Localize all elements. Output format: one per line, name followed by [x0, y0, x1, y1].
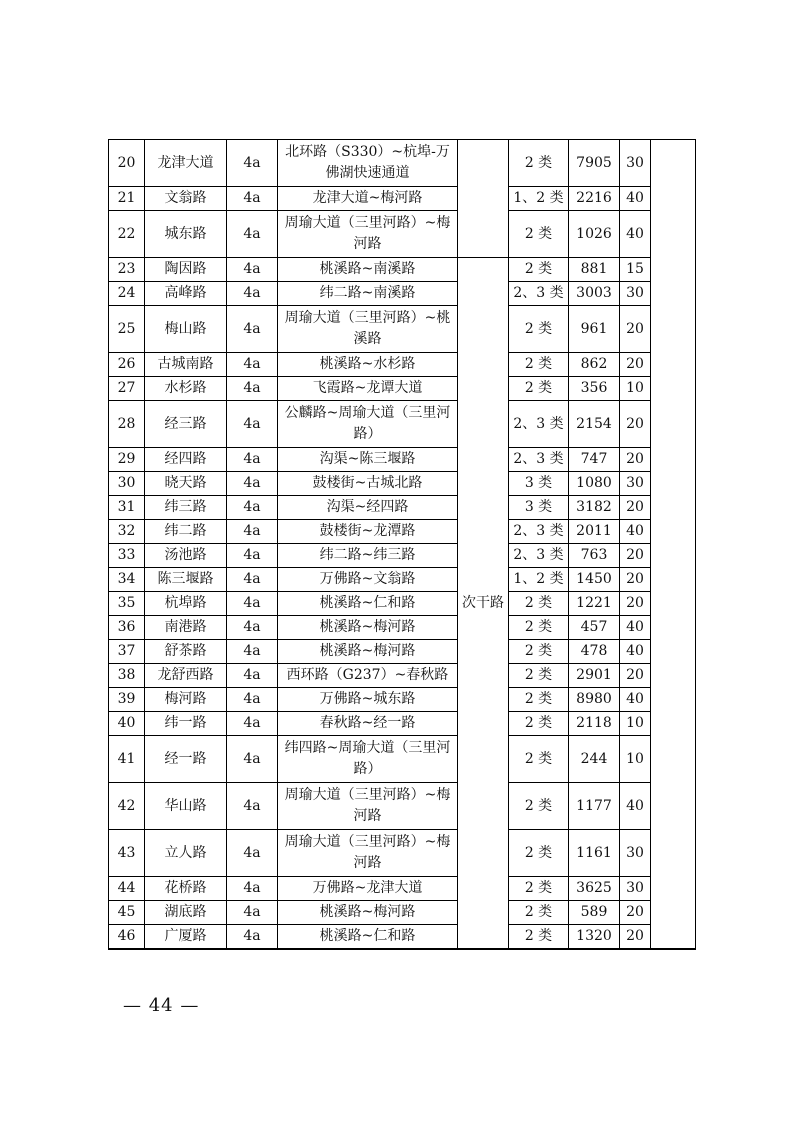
road-width: 30 — [620, 282, 651, 306]
zone-type: 4a — [227, 877, 278, 901]
function-class: 1、2 类 — [509, 187, 569, 211]
table-row — [109, 140, 696, 187]
zone-type: 4a — [227, 616, 278, 640]
function-class: 2 类 — [509, 901, 569, 925]
road-length: 244 — [569, 736, 620, 783]
function-class: 2 类 — [509, 592, 569, 616]
road-length: 1450 — [569, 568, 620, 592]
table-row — [109, 688, 696, 712]
road-name: 经一路 — [145, 736, 227, 783]
road-name: 纬三路 — [145, 496, 227, 520]
road-width: 10 — [620, 736, 651, 783]
table-row — [109, 712, 696, 736]
road-name: 经三路 — [145, 401, 227, 448]
function-class: 2、3 类 — [509, 448, 569, 472]
table-row — [109, 282, 696, 306]
road-width: 20 — [620, 448, 651, 472]
zone-type: 4a — [227, 211, 278, 258]
road-name: 华山路 — [145, 783, 227, 830]
road-length: 3003 — [569, 282, 620, 306]
zone-type: 4a — [227, 712, 278, 736]
road-width: 20 — [620, 901, 651, 925]
row-number: 24 — [109, 282, 145, 306]
zone-type: 4a — [227, 306, 278, 353]
road-range: 沟渠~陈三堰路 — [278, 448, 458, 472]
table-row — [109, 520, 696, 544]
zone-type: 4a — [227, 901, 278, 925]
function-class: 2 类 — [509, 353, 569, 377]
function-class: 2 类 — [509, 830, 569, 877]
road-width: 40 — [620, 211, 651, 258]
table-row — [109, 448, 696, 472]
road-width: 10 — [620, 712, 651, 736]
road-length: 1177 — [569, 783, 620, 830]
function-class: 2 类 — [509, 640, 569, 664]
zone-type: 4a — [227, 140, 278, 187]
function-class: 2 类 — [509, 688, 569, 712]
road-name: 立人路 — [145, 830, 227, 877]
zone-type: 4a — [227, 688, 278, 712]
road-length: 3625 — [569, 877, 620, 901]
zone-type: 4a — [227, 783, 278, 830]
zone-type: 4a — [227, 925, 278, 950]
road-range: 桃溪路~仁和路 — [278, 592, 458, 616]
road-range: 公麟路~周瑜大道（三里河路） — [278, 401, 458, 448]
row-number: 34 — [109, 568, 145, 592]
road-length: 356 — [569, 377, 620, 401]
zone-type: 4a — [227, 736, 278, 783]
page-number: — 44 — — [123, 995, 200, 1016]
zone-type: 4a — [227, 377, 278, 401]
road-name: 水杉路 — [145, 377, 227, 401]
function-class: 2、3 类 — [509, 401, 569, 448]
road-length: 457 — [569, 616, 620, 640]
road-range: 沟渠~经四路 — [278, 496, 458, 520]
road-name: 城东路 — [145, 211, 227, 258]
function-class: 2 类 — [509, 377, 569, 401]
table-row — [109, 830, 696, 877]
road-width: 20 — [620, 568, 651, 592]
table-row — [109, 901, 696, 925]
road-name: 文翁路 — [145, 187, 227, 211]
function-class: 2 类 — [509, 616, 569, 640]
road-width: 20 — [620, 401, 651, 448]
row-number: 21 — [109, 187, 145, 211]
row-number: 40 — [109, 712, 145, 736]
road-name: 纬二路 — [145, 520, 227, 544]
road-length: 747 — [569, 448, 620, 472]
road-name: 湖底路 — [145, 901, 227, 925]
zone-type: 4a — [227, 640, 278, 664]
road-length: 1320 — [569, 925, 620, 950]
row-number: 30 — [109, 472, 145, 496]
function-class: 2 类 — [509, 783, 569, 830]
row-number: 31 — [109, 496, 145, 520]
road-range: 桃溪路~梅河路 — [278, 616, 458, 640]
road-range: 桃溪路~仁和路 — [278, 925, 458, 950]
road-width: 30 — [620, 140, 651, 187]
table-row — [109, 616, 696, 640]
zone-type: 4a — [227, 496, 278, 520]
road-length: 589 — [569, 901, 620, 925]
road-name: 杭埠路 — [145, 592, 227, 616]
function-class: 3 类 — [509, 496, 569, 520]
road-range: 鼓楼街~古城北路 — [278, 472, 458, 496]
road-width: 20 — [620, 664, 651, 688]
road-table — [108, 139, 696, 950]
road-range: 春秋路~经一路 — [278, 712, 458, 736]
road-width: 20 — [620, 592, 651, 616]
road-name: 古城南路 — [145, 353, 227, 377]
road-length: 2154 — [569, 401, 620, 448]
road-range: 周瑜大道（三里河路）~梅河路 — [278, 830, 458, 877]
row-number: 38 — [109, 664, 145, 688]
zone-type: 4a — [227, 187, 278, 211]
zone-type: 4a — [227, 830, 278, 877]
road-range: 桃溪路~水杉路 — [278, 353, 458, 377]
zone-type: 4a — [227, 282, 278, 306]
row-number: 45 — [109, 901, 145, 925]
road-width: 40 — [620, 616, 651, 640]
road-width: 10 — [620, 377, 651, 401]
road-width: 30 — [620, 830, 651, 877]
road-range: 万佛路~城东路 — [278, 688, 458, 712]
grade-cell-upper — [458, 140, 509, 258]
row-number: 44 — [109, 877, 145, 901]
function-class: 2 类 — [509, 712, 569, 736]
function-class: 2 类 — [509, 306, 569, 353]
road-width: 20 — [620, 353, 651, 377]
table-row — [109, 401, 696, 448]
table-row — [109, 306, 696, 353]
table-row — [109, 377, 696, 401]
road-grade: 次干路 — [458, 258, 509, 950]
road-name: 纬一路 — [145, 712, 227, 736]
zone-type: 4a — [227, 592, 278, 616]
zone-type: 4a — [227, 664, 278, 688]
road-table-body — [109, 140, 696, 950]
road-width: 20 — [620, 496, 651, 520]
road-name: 陶因路 — [145, 258, 227, 282]
table-row — [109, 783, 696, 830]
row-number: 46 — [109, 925, 145, 950]
road-name: 龙津大道 — [145, 140, 227, 187]
row-number: 37 — [109, 640, 145, 664]
table-row — [109, 925, 696, 950]
table-row — [109, 353, 696, 377]
road-length: 2901 — [569, 664, 620, 688]
row-number: 33 — [109, 544, 145, 568]
table-row — [109, 568, 696, 592]
function-class: 2 类 — [509, 736, 569, 783]
road-name: 花桥路 — [145, 877, 227, 901]
table-row — [109, 544, 696, 568]
road-length: 2118 — [569, 712, 620, 736]
road-length: 2216 — [569, 187, 620, 211]
road-width: 30 — [620, 472, 651, 496]
row-number: 26 — [109, 353, 145, 377]
zone-type: 4a — [227, 568, 278, 592]
road-width: 40 — [620, 688, 651, 712]
row-number: 35 — [109, 592, 145, 616]
table-row — [109, 496, 696, 520]
function-class: 2 类 — [509, 664, 569, 688]
row-number: 23 — [109, 258, 145, 282]
row-number: 25 — [109, 306, 145, 353]
function-class: 2、3 类 — [509, 520, 569, 544]
row-number: 32 — [109, 520, 145, 544]
road-width: 20 — [620, 925, 651, 950]
road-length: 1221 — [569, 592, 620, 616]
road-name: 汤池路 — [145, 544, 227, 568]
function-class: 2、3 类 — [509, 282, 569, 306]
road-range: 桃溪路~梅河路 — [278, 640, 458, 664]
function-class: 2 类 — [509, 140, 569, 187]
table-row — [109, 187, 696, 211]
row-number: 36 — [109, 616, 145, 640]
road-width: 40 — [620, 520, 651, 544]
zone-type: 4a — [227, 448, 278, 472]
road-range: 周瑜大道（三里河路）~梅河路 — [278, 783, 458, 830]
road-range: 万佛路~龙津大道 — [278, 877, 458, 901]
road-name: 龙舒西路 — [145, 664, 227, 688]
road-name: 经四路 — [145, 448, 227, 472]
function-class: 2、3 类 — [509, 544, 569, 568]
road-range: 万佛路~文翁路 — [278, 568, 458, 592]
road-length: 1161 — [569, 830, 620, 877]
road-range: 桃溪路~南溪路 — [278, 258, 458, 282]
road-range: 纬二路~南溪路 — [278, 282, 458, 306]
table-row — [109, 472, 696, 496]
road-length: 763 — [569, 544, 620, 568]
table-row — [109, 258, 696, 282]
road-width: 15 — [620, 258, 651, 282]
zone-type: 4a — [227, 353, 278, 377]
road-table-wrapper — [108, 139, 695, 950]
function-class: 2 类 — [509, 258, 569, 282]
road-name: 梅山路 — [145, 306, 227, 353]
road-range: 西环路（G237）~春秋路 — [278, 664, 458, 688]
road-name: 晓天路 — [145, 472, 227, 496]
row-number: 20 — [109, 140, 145, 187]
road-name: 舒茶路 — [145, 640, 227, 664]
table-row — [109, 211, 696, 258]
road-length: 862 — [569, 353, 620, 377]
row-number: 43 — [109, 830, 145, 877]
zone-type: 4a — [227, 472, 278, 496]
road-length: 961 — [569, 306, 620, 353]
road-range: 桃溪路~梅河路 — [278, 901, 458, 925]
road-length: 1026 — [569, 211, 620, 258]
table-row — [109, 640, 696, 664]
function-class: 2 类 — [509, 925, 569, 950]
road-length: 2011 — [569, 520, 620, 544]
table-row — [109, 592, 696, 616]
function-class: 3 类 — [509, 472, 569, 496]
road-name: 陈三堰路 — [145, 568, 227, 592]
zone-type: 4a — [227, 258, 278, 282]
remarks-column — [651, 140, 696, 950]
road-range: 周瑜大道（三里河路）~梅河路 — [278, 211, 458, 258]
row-number: 39 — [109, 688, 145, 712]
road-range: 北环路（S330）~杭埠-万佛湖快速通道 — [278, 140, 458, 187]
table-row — [109, 877, 696, 901]
function-class: 2 类 — [509, 877, 569, 901]
road-length: 478 — [569, 640, 620, 664]
row-number: 22 — [109, 211, 145, 258]
road-width: 40 — [620, 187, 651, 211]
road-range: 周瑜大道（三里河路）~桃溪路 — [278, 306, 458, 353]
road-length: 1080 — [569, 472, 620, 496]
row-number: 29 — [109, 448, 145, 472]
road-name: 高峰路 — [145, 282, 227, 306]
function-class: 2 类 — [509, 211, 569, 258]
road-range: 纬二路~纬三路 — [278, 544, 458, 568]
road-width: 40 — [620, 783, 651, 830]
road-range: 纬四路~周瑜大道（三里河路） — [278, 736, 458, 783]
road-name: 梅河路 — [145, 688, 227, 712]
road-length: 881 — [569, 258, 620, 282]
road-length: 3182 — [569, 496, 620, 520]
function-class: 1、2 类 — [509, 568, 569, 592]
table-row — [109, 736, 696, 783]
zone-type: 4a — [227, 544, 278, 568]
row-number: 41 — [109, 736, 145, 783]
road-range: 龙津大道~梅河路 — [278, 187, 458, 211]
road-length: 7905 — [569, 140, 620, 187]
row-number: 42 — [109, 783, 145, 830]
zone-type: 4a — [227, 401, 278, 448]
road-name: 广厦路 — [145, 925, 227, 950]
road-name: 南港路 — [145, 616, 227, 640]
road-width: 20 — [620, 306, 651, 353]
row-number: 27 — [109, 377, 145, 401]
road-length: 8980 — [569, 688, 620, 712]
zone-type: 4a — [227, 520, 278, 544]
row-number: 28 — [109, 401, 145, 448]
table-row — [109, 664, 696, 688]
road-width: 30 — [620, 877, 651, 901]
road-range: 鼓楼街~龙潭路 — [278, 520, 458, 544]
road-width: 20 — [620, 544, 651, 568]
road-width: 40 — [620, 640, 651, 664]
road-range: 飞霞路~龙谭大道 — [278, 377, 458, 401]
